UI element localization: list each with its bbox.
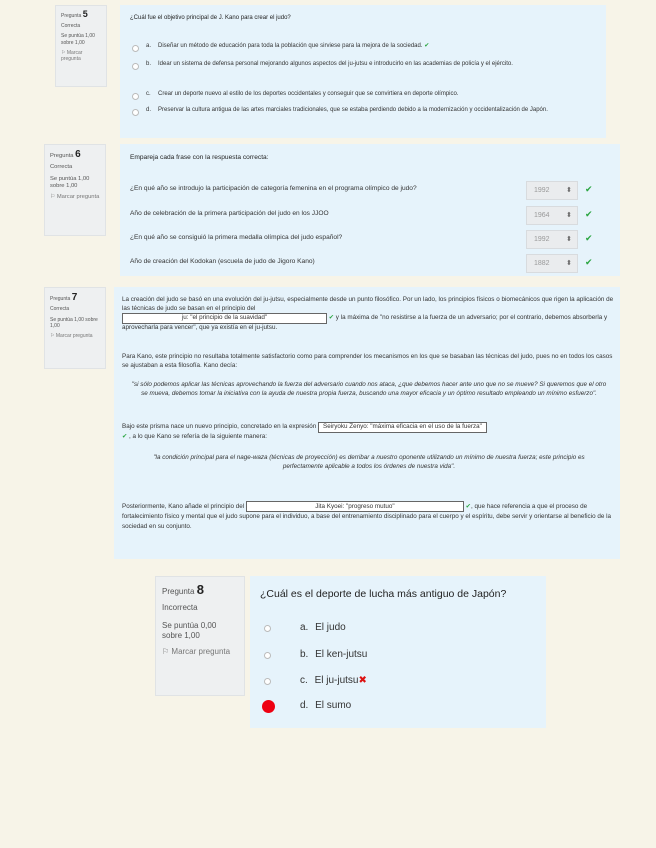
match-text: ¿En qué año se introdujo la participación de categoría femenina en el programa olímpico de judo? <box>130 185 417 192</box>
match-row <box>130 230 614 250</box>
question-status: Incorrecta <box>162 603 198 613</box>
option-b[interactable]: b. Idear un sistema de defensa personal mejorando algunos aspectos del ju-jutsu e introducirlo en las academias de policía y el ejército. <box>132 60 594 68</box>
answer-box[interactable]: Seiryoku Zenyo: "máxima eficacia en el uso de la fuerza" <box>318 422 487 433</box>
correct-check-icon: ✔ <box>122 432 128 440</box>
option-b[interactable]: b. El ken-jutsu <box>264 648 367 662</box>
question-7 <box>0 283 656 563</box>
dropdown-icon: ⬍ <box>566 187 572 194</box>
option-radio[interactable] <box>132 109 139 116</box>
match-row <box>130 254 614 274</box>
option-text: Idear un sistema de defensa personal mejorando algunos aspectos del ju-jutsu e introducirlo en las academias de policía y el ejército. <box>158 61 513 67</box>
question-number: 6 <box>75 149 81 160</box>
flag-icon: ⚐ <box>61 49 66 56</box>
question-stem: ¿Cuál fue el objetivo principal de J. Kano para crear el judo? <box>130 15 291 21</box>
dropdown-icon: ⬍ <box>566 260 572 267</box>
answer-select[interactable]: 1992 ⬍ <box>526 181 578 200</box>
answer-select[interactable]: 1882 ⬍ <box>526 254 578 273</box>
question-number: 5 <box>82 9 88 19</box>
question-marks: Se puntúa 1,00 sobre 1,00 <box>61 33 95 47</box>
answer-select[interactable]: 1964 ⬍ <box>526 206 578 225</box>
correct-check-icon: ✔ <box>585 257 593 267</box>
question-content <box>114 287 620 559</box>
option-a[interactable]: a. El judo <box>264 621 346 635</box>
correct-check-icon: ✔ <box>328 314 335 322</box>
paragraph-2: Para Kano, este principio no resultaba totalmente satisfactorio como para comprender los mecanismos en los que se basaban las técnicas del judo, pues no en todos los casos se ajustaban a esta filosofía. Kano decía: <box>122 353 613 369</box>
correct-check-icon: ✔ <box>585 233 593 243</box>
answer-select[interactable]: 1992 ⬍ <box>526 230 578 249</box>
answer-box[interactable]: ju: "el principio de la suavidad" <box>122 313 327 324</box>
option-c[interactable]: c. El ju-jutsu✖ <box>264 674 367 688</box>
question-6 <box>0 140 656 280</box>
question-prefix: Pregunta <box>61 13 82 19</box>
flag-question-link[interactable]: ⚐ Marcar pregunta <box>50 194 100 201</box>
question-info <box>44 287 106 369</box>
option-text: El ju-jutsu <box>314 675 359 686</box>
question-stem: Empareja cada frase con la respuesta correcta: <box>130 154 269 161</box>
question-content <box>120 144 620 276</box>
question-info <box>55 5 107 87</box>
flag-question-link[interactable]: ⚐ Marcar pregunta <box>61 49 83 63</box>
correct-check-icon: ✔ <box>424 43 430 49</box>
option-a[interactable]: a. Diseñar un método de educación para toda la población que sirviese para la mejora de la sociedad. ✔ <box>132 42 562 50</box>
question-prefix: Pregunta <box>50 296 71 302</box>
question-status: Correcta <box>61 22 81 29</box>
question-marks: Se puntúa 0,00 sobre 1,00 <box>162 620 217 641</box>
option-radio[interactable] <box>132 45 139 52</box>
dropdown-icon: ⬍ <box>566 236 572 243</box>
paragraph-1: La creación del judo se basó en una evolución del ju-jutsu, especialmente desde un punto filosófico. Por un lado, los principios físicos o biomecánicos que rigen la aplicación de las técnicas de judo se basan en el principio del ju: "el principio de la suavidad" ✔ y la máxima de "no resistirse a la fuerza de un adversario; por el contrario, debemos absorberla y aprovecharla para vencer", que ya existía en el ju-jutsu. <box>122 296 614 332</box>
correct-check-icon: ✔ <box>585 184 593 194</box>
option-text: Preservar la cultura antigua de las artes marciales tradicionales, que se estaba perdiendo debido a la modernización y occidentalización de Japón. <box>158 107 548 113</box>
question-5 <box>0 0 656 140</box>
question-content <box>120 5 606 138</box>
question-info <box>155 576 245 696</box>
flag-icon: ⚐ <box>50 333 55 339</box>
question-prefix: Pregunta <box>162 587 195 596</box>
paragraph-4: Posteriormente, Kano añade el principio del Jita Kyoei: "progreso mutuo" ✔, que hace referencia a que el proceso de fortalecimiento físico y mental que el judo supone para el individuo, a base del entrenamiento disciplinado para el cuerpo y el espíritu, debe servir y orientarse al beneficio de la sociedad en su conjunto. <box>122 503 611 530</box>
option-radio-selected[interactable] <box>262 700 275 713</box>
flag-question-link[interactable]: ⚐ Marcar pregunta <box>50 333 93 339</box>
question-marks: Se puntúa 1,00 sobre 1,00 <box>50 175 90 190</box>
match-text: Año de creación del Kodokan (escuela de judo de Jigoro Kano) <box>130 258 315 265</box>
question-status: Correcta <box>50 306 70 312</box>
match-row <box>130 181 614 201</box>
option-radio[interactable] <box>132 63 139 70</box>
option-d[interactable]: d. El sumo <box>264 699 351 713</box>
option-radio[interactable] <box>132 93 139 100</box>
quote-1: "si sólo podemos aplicar las técnicas aprovechando la fuerza del adversario cuando nos ataca, ¿que debemos hacer ante uno que no se mueve? Si queremos que el otro se mueva, debemos tomar la iniciativa con la ayuda de nuestra propia fuerza, buscando una mayor eficacia y un óptimo resultado empleando un mínimo esfuerzo". <box>131 381 607 397</box>
option-text: Diseñar un método de educación para toda la población que sirviese para la mejora de la sociedad. <box>158 43 423 49</box>
option-text: El sumo <box>315 700 352 711</box>
flag-icon: ⚐ <box>50 194 56 201</box>
question-8 <box>0 570 656 730</box>
correct-check-icon: ✔ <box>585 209 593 219</box>
match-text: ¿En qué año se consiguió la primera medalla olímpica del judo español? <box>130 234 343 241</box>
incorrect-cross-icon: ✖ <box>358 675 367 686</box>
answer-box[interactable]: Jita Kyoei: "progreso mutuo" <box>246 501 464 512</box>
question-marks: Se puntúa 1,00 sobre 1,00 <box>50 316 98 330</box>
correct-check-icon: ✔ <box>465 503 471 510</box>
option-text: El judo <box>315 622 346 633</box>
option-radio[interactable] <box>264 678 271 685</box>
option-text: Crear un deporte nuevo al estilo de los deportes occidentales y conseguir que se convirtiera en deporte olímpico. <box>158 91 459 97</box>
option-c[interactable]: c. Crear un deporte nuevo al estilo de los deportes occidentales y conseguir que se convirtiera en deporte olímpico. <box>132 90 594 98</box>
option-d[interactable]: d. Preservar la cultura antigua de las artes marciales tradicionales, que se estaba perdiendo debido a la modernización y occidentalización de Japón. <box>132 106 594 114</box>
quote-2: "la condición principal para el nage-waza (técnicas de proyección) es derribar a nuestro oponente utilizando un mínimo de nuestra fuerza; este principio es perfectamente aplicable a todos los órdenes de nuestra vida". <box>153 454 585 470</box>
question-number: 7 <box>71 292 78 303</box>
question-stem: ¿Cuál es el deporte de lucha más antiguo de Japón? <box>260 588 507 600</box>
flag-icon: ⚐ <box>162 647 170 657</box>
flag-question-link[interactable]: ⚐ Marcar pregunta <box>162 647 231 657</box>
option-radio[interactable] <box>264 625 271 632</box>
question-info <box>44 144 106 236</box>
match-text: Año de celebración de la primera participación del judo en los JJOO <box>130 210 329 217</box>
match-row <box>130 206 614 226</box>
paragraph-3: Bajo este prisma nace un nuevo principio, concretado en la expresión Seiryoku Zenyo: "máxima eficacia en el uso de la fuerza" ✔ , a lo que Kano se refería de la siguiente manera: <box>122 422 614 441</box>
question-prefix: Pregunta <box>50 153 74 159</box>
option-radio[interactable] <box>264 652 271 659</box>
dropdown-icon: ⬍ <box>566 212 572 219</box>
option-text: El ken-jutsu <box>315 649 368 660</box>
question-content <box>250 576 546 728</box>
question-number: 8 <box>196 582 204 597</box>
question-status: Correcta <box>50 164 73 170</box>
